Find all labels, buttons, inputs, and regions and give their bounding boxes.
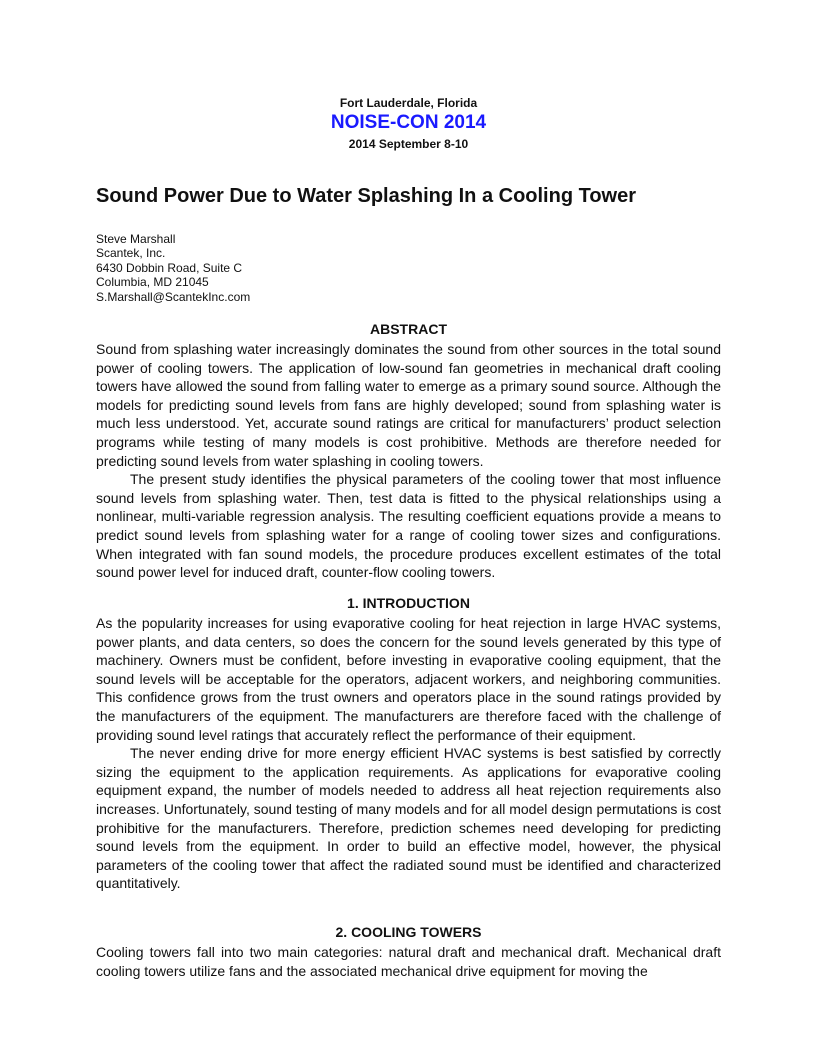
conference-location: Fort Lauderdale, Florida [339, 96, 478, 110]
introduction-paragraph-2: The never ending drive for more energy efficient HVAC systems is best satisfied by correctly sizing the equipment to the application requirements. As applications for evaporative cooling equipment expand, the number of models needed to address all heat rejection requirements also increases. Unfortunately, sound testing of many models and for all model design permutations is cost prohibitive for the manufacturers. Therefore, prediction schemes need developing for predicting sound levels from the equipment. In order to build an effective model, however, the physical parameters of the cooling tower that affect the radiated sound must be identified and characterized quantitatively. [96, 745, 721, 892]
introduction-body [96, 614, 721, 893]
cooling-towers-paragraph-1: Cooling towers fall into two main categories: natural draft and mechanical draft. Mechanical draft cooling towers utilize fans and the associated mechanical drive equipment for moving the [96, 944, 721, 979]
conference-name: NOISE-CON 2014 [330, 112, 487, 133]
abstract-body [96, 340, 721, 582]
author-block [96, 232, 250, 304]
abstract-heading: ABSTRACT [370, 321, 447, 337]
abstract-paragraph-1: Sound from splashing water increasingly dominates the sound from other sources in the total sound power of cooling towers. The application of low-sound fan geometries in mechanical draft cooling towers have allowed the sound from falling water to emerge as a primary sound source. Although the models for predicting sound levels from fans are highly developed; sound from splashing water is much less understood. Yet, accurate sound ratings are critical for manufacturers’ product selection programs while testing of many models is cost prohibitive. Methods are therefore needed for predicting sound levels from water splashing in cooling towers. [96, 341, 721, 469]
abstract-paragraph-2: The present study identifies the physical parameters of the cooling tower that most influence sound levels from splashing water. Then, test data is fitted to the physical relationships using a nonlinear, multi-variable regression analysis. The resulting coefficient equations provide a means to predict sound levels from splashing water for a range of cooling tower sizes and configurations. When integrated with fan sound models, the procedure produces excellent estimates of the total sound power level for induced draft, counter-flow cooling towers. [96, 471, 721, 581]
author-name: Steve Marshall [96, 232, 176, 246]
introduction-paragraph-1: As the popularity increases for using evaporative cooling for heat rejection in large HVAC systems, power plants, and data centers, so does the concern for the sound levels generated by this type of machinery. Owners must be confident, before investing in evaporative cooling equipment, that the sound levels will be acceptable for the operators, adjacent workers, and neighboring communities. This confidence grows from the trust owners and operators place in the sound ratings provided by the manufacturers of the equipment. The manufacturers are therefore faced with the challenge of providing sound level ratings that accurately reflect the performance of their equipment. [96, 615, 721, 743]
introduction-heading: 1. INTRODUCTION [347, 595, 470, 611]
conference-dates: 2014 September 8-10 [348, 137, 469, 151]
author-company: Scantek, Inc. [96, 246, 166, 261]
paper-title: Sound Power Due to Water Splashing In a Cooling Tower [96, 185, 637, 207]
cooling-towers-heading: 2. COOLING TOWERS [335, 924, 482, 940]
author-email: S.Marshall@ScantekInc.com [96, 289, 251, 304]
author-address-line2: Columbia, MD 21045 [96, 275, 209, 290]
author-address-line1: 6430 Dobbin Road, Suite C [96, 260, 243, 275]
cooling-towers-body [96, 943, 721, 980]
